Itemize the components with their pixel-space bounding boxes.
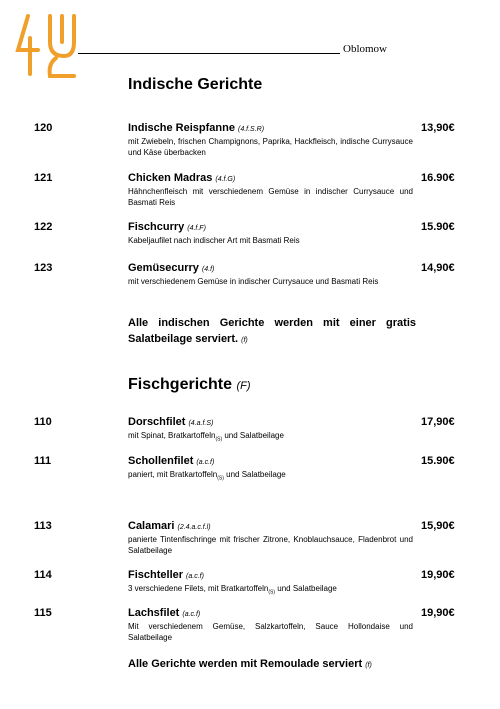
item-description: mit Zwiebeln, frischen Champignons, Paprika, Hackfleisch, indische Currysauce und Käse überbacken [128,137,413,157]
item-description: panierte Tintenfischringe mit frischer Zitrone, Knoblauchsauce, Fladenbrot und Salatbeilage [128,535,413,555]
item-description: Mit verschiedenem Gemüse, Salzkartoffeln, Sauce Hollondaise und Salatbeilage [128,622,413,642]
header-rule [78,53,340,54]
item-allergens: (a.c.f) [196,459,215,466]
item-price: 14,90€ [421,262,455,274]
item-name [128,607,200,619]
item-name-text: Chicken Madras [128,172,213,184]
item-name-text: Fischcurry [128,221,185,233]
item-price: 17,90€ [421,416,455,428]
item-name-text: Indische Reispfanne [128,122,235,134]
item-number: 110 [34,416,52,428]
item-name-text: Gemüsecurry [128,262,199,274]
item-number: 114 [34,569,52,581]
item-name-text: Dorschfilet [128,416,186,428]
desc-sub: (S) [268,589,276,596]
item-price: 13,90€ [421,122,455,134]
item-name-text: Calamari [128,520,175,532]
item-number: 111 [34,455,52,467]
item-allergens: (4.f) [201,266,215,273]
item-description [128,583,413,599]
item-price: 16.90€ [421,172,455,184]
item-allergens: (a.c.f) [182,611,201,618]
section-title-code: (F) [236,380,251,392]
item-description [128,430,413,446]
item-price: 15.90€ [421,221,455,233]
restaurant-name: Oblomow [343,43,387,55]
item-name [128,122,264,134]
item-number: 120 [34,122,53,134]
desc-sub: (S) [217,475,224,482]
item-description: Hähnchenfleisch mit verschiedenem Gemüse in indischer Currysauce und Basmati Reis [128,187,413,207]
section-title-indische [128,76,262,94]
desc-part: und Salatbeilage [223,470,286,479]
desc-part: mit Spinat, Bratkartoffeln [128,431,216,440]
item-price: 15.90€ [421,455,455,467]
section-note [128,656,468,674]
item-allergens: (4.f.F) [187,225,206,232]
item-number: 115 [34,607,52,619]
item-name [128,262,214,274]
item-name-text: Schollenfilet [128,455,194,467]
item-name [128,520,211,532]
item-allergens: (4.a.f.S) [188,420,214,427]
item-allergens: (2.4.a.c.f.l) [177,524,211,531]
item-number: 123 [34,262,53,274]
item-name [128,221,206,233]
item-allergens: (4.f.S.R) [237,126,265,133]
item-name [128,172,235,184]
desc-part: und Salatbeilage [275,584,337,593]
section-title-fisch [128,376,251,394]
item-name [128,416,213,428]
section-note [128,315,416,349]
desc-part: und Salatbeilage [222,431,284,440]
item-allergens: (4.f.G) [215,176,236,183]
desc-part: 3 verschiedene Filets, mit Bratkartoffeln [128,584,269,593]
item-number: 121 [34,172,53,184]
item-price: 15,90€ [421,520,455,532]
desc-part: paniert, mit Bratkartoffeln [128,470,218,479]
item-name-text: Fischteller [128,569,184,581]
section-note-allergen: (f) [365,662,372,669]
item-description: mit verschiedenem Gemüse in indischer Currysauce und Basmati Reis [128,277,379,286]
item-number: 122 [34,221,53,233]
item-name [128,455,214,467]
item-price: 19,90€ [421,569,455,581]
item-allergens: (a.c.f) [186,573,204,580]
section-note-text: Alle Gerichte werden mit Remoulade serviert [128,658,363,670]
fork-spoon-logo [14,12,78,80]
section-note-allergen: (f) [241,337,248,344]
item-description [128,469,413,485]
section-note-text: Alle indischen Gerichte werden mit einer gratis Salatbeilage serviert. [128,317,416,345]
desc-sub: (S) [215,436,223,443]
item-price: 19,90€ [421,607,455,619]
logo-stroke-base [50,58,74,76]
item-name-text: Lachsfilet [128,607,180,619]
item-description: Kabeljaufilet nach indischer Art mit Basmati Reis [128,236,300,245]
section-title-text: Fischgerichte [128,376,233,393]
item-name [128,569,204,581]
section-title-text: Indische Gerichte [128,76,263,93]
item-number: 113 [34,520,52,532]
